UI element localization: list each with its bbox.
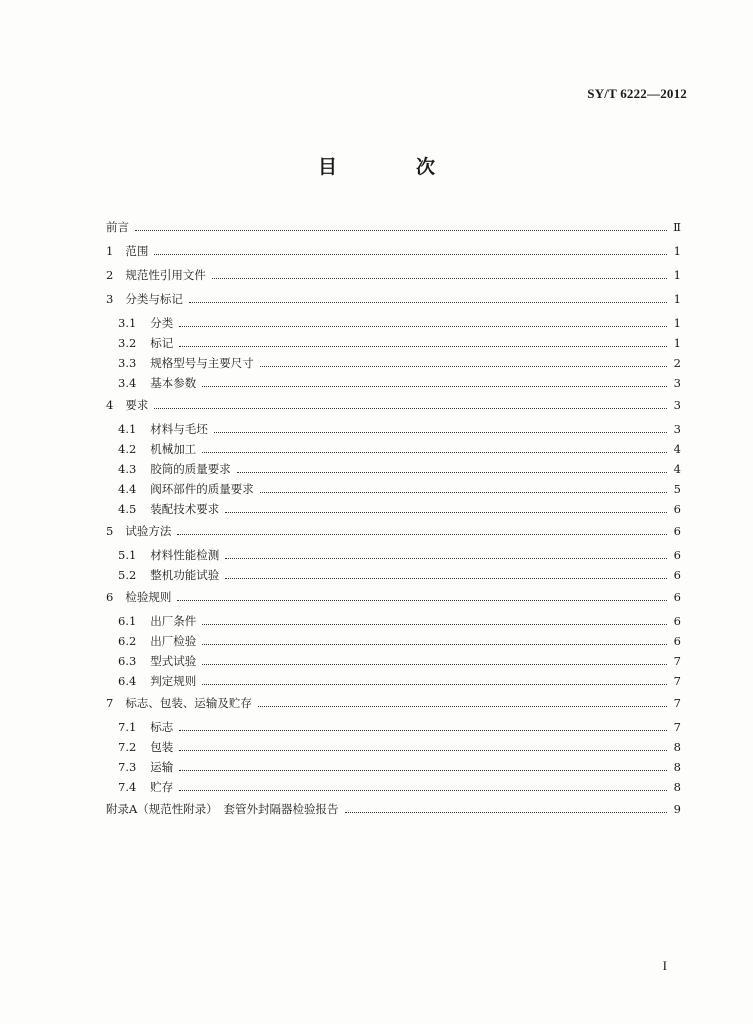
toc-entry-label: 出厂条件 (150, 614, 197, 628)
toc-entry-page: 8 (673, 780, 681, 794)
toc-dot-leader (154, 408, 667, 409)
toc-entry-label: 出厂检验 (150, 634, 197, 648)
toc-dot-leader (225, 578, 667, 579)
toc-dot-leader (214, 432, 667, 433)
toc-entry-page: 6 (673, 634, 681, 648)
toc-entry-label: 基本参数 (150, 376, 197, 390)
toc-entry-page: 7 (673, 654, 681, 668)
toc-entry-label: 运输 (150, 760, 174, 774)
toc-entry[interactable] (118, 482, 681, 496)
toc-entry-number: 3.2 (118, 336, 137, 350)
toc-entry-page: 3 (673, 422, 681, 436)
toc-entry[interactable] (106, 244, 681, 258)
toc-entry-label: 整机功能试验 (150, 568, 220, 582)
toc-dot-leader (260, 492, 667, 493)
toc-dot-leader (237, 472, 667, 473)
toc-entry-number: 3.4 (118, 376, 137, 390)
toc-entry-page: 6 (673, 590, 681, 604)
toc-entry-number: 7 (106, 696, 114, 710)
toc-entry-label: 规格型号与主要尺寸 (150, 356, 254, 370)
toc-dot-leader (202, 452, 667, 453)
toc-dot-leader (202, 664, 667, 665)
toc-dot-leader (135, 230, 667, 231)
toc-dot-leader (179, 750, 667, 751)
toc-dot-leader (179, 730, 667, 731)
toc-entry-label: 检验规则 (125, 590, 172, 604)
toc-entry-page: Ⅱ (673, 220, 681, 234)
toc-dot-leader (177, 600, 667, 601)
toc-entry-page: 7 (673, 696, 681, 710)
toc-entry[interactable] (106, 268, 681, 282)
toc-dot-leader (189, 302, 667, 303)
toc-entry-page: 1 (673, 268, 681, 282)
toc-entry-label: 包装 (150, 740, 174, 754)
toc-entry-number: 7.1 (118, 720, 137, 734)
toc-entry-label: 分类 (150, 316, 174, 330)
toc-dot-leader (258, 706, 667, 707)
toc-entry[interactable] (118, 760, 681, 774)
toc-entry-label: 试验方法 (125, 524, 172, 538)
toc-entry-number: 4 (106, 398, 114, 412)
toc-entry-number: 7.4 (118, 780, 137, 794)
toc-entry-label: 型式试验 (150, 654, 197, 668)
toc-entry-number: 3 (106, 292, 114, 306)
toc-entry-number: 5.2 (118, 568, 137, 582)
toc-entry-page: 6 (673, 614, 681, 628)
toc-entry[interactable] (118, 422, 681, 436)
toc-entry[interactable] (118, 336, 681, 350)
toc-entry-number: 6.1 (118, 614, 137, 628)
toc-entry-number: 2 (106, 268, 114, 282)
toc-entry-label: 胶筒的质量要求 (150, 462, 231, 476)
toc-entry-page: 8 (673, 740, 681, 754)
toc-entry[interactable] (106, 292, 681, 306)
toc-entry-page: 2 (673, 356, 681, 370)
toc-entry-label: 范围 (125, 244, 149, 258)
toc-entry-label: 材料性能检测 (150, 548, 220, 562)
toc-entry-page: 7 (673, 674, 681, 688)
toc-entry-label: 机械加工 (150, 442, 197, 456)
toc-entry-number: 4.4 (118, 482, 137, 496)
toc-entry-page: 5 (673, 482, 681, 496)
toc-dot-leader (345, 812, 667, 813)
toc-dot-leader (179, 346, 667, 347)
toc-dot-leader (202, 624, 667, 625)
toc-dot-leader (177, 534, 667, 535)
toc-entry-page: 3 (673, 398, 681, 412)
toc-entry-page: 6 (673, 548, 681, 562)
toc-entry[interactable] (118, 568, 681, 582)
toc-entry-label: 前言 (106, 220, 129, 234)
toc-entry-page: 1 (673, 316, 681, 330)
toc-entry[interactable] (118, 548, 681, 562)
toc-entry-label: 贮存 (150, 780, 174, 794)
toc-dot-leader (225, 558, 667, 559)
toc-entry[interactable] (106, 696, 681, 710)
toc-entry-number: 6.2 (118, 634, 137, 648)
toc-entry-number: 7.2 (118, 740, 137, 754)
toc-dot-leader (154, 254, 667, 255)
toc-entry-page: 4 (673, 442, 681, 456)
toc-entry-page: 6 (673, 502, 681, 516)
toc-dot-leader (202, 386, 667, 387)
toc-entry[interactable] (106, 802, 681, 816)
toc-entry-label: 要求 (125, 398, 149, 412)
toc-entry-page: 6 (673, 524, 681, 538)
toc-entry-label: 装配技术要求 (150, 502, 220, 516)
toc-entry[interactable] (118, 462, 681, 476)
toc-entry[interactable] (118, 376, 681, 390)
toc-entry-page: 1 (673, 292, 681, 306)
toc-entry-number: 6.4 (118, 674, 137, 688)
toc-entry-number: 4.3 (118, 462, 137, 476)
toc-entry-number: 6 (106, 590, 114, 604)
toc-entry[interactable] (106, 398, 681, 412)
toc-dot-leader (179, 790, 667, 791)
toc-entry-label: 标志、包装、运输及贮存 (125, 696, 252, 710)
toc-entry-page: 8 (673, 760, 681, 774)
toc-entry-page: 1 (673, 244, 681, 258)
toc-entry-label: 阀环部件的质量要求 (150, 482, 254, 496)
standard-number: SY/T 6222—2012 (587, 86, 687, 101)
toc-entry-number: 4.1 (118, 422, 137, 436)
toc-entry-page: 9 (673, 802, 681, 816)
toc-entry-label: 标记 (150, 336, 174, 350)
toc-entry-number: 5 (106, 524, 114, 538)
toc-entry-number: 3.1 (118, 316, 137, 330)
toc-dot-leader (202, 684, 667, 685)
toc-entry-page: 4 (673, 462, 681, 476)
toc-entry[interactable] (118, 614, 681, 628)
toc-entry-label: 材料与毛坯 (150, 422, 208, 436)
toc-entry[interactable] (118, 674, 681, 688)
toc-entry-label: 附录A（规范性附录） 套管外封隔器检验报告 (106, 802, 339, 816)
toc-entry[interactable] (118, 316, 681, 330)
toc-entry-page: 7 (673, 720, 681, 734)
toc-entry-number: 1 (106, 244, 114, 258)
toc-entry[interactable] (118, 780, 681, 794)
toc-entry[interactable] (106, 590, 681, 604)
toc-entry[interactable] (118, 720, 681, 734)
toc-entry-number: 5.1 (118, 548, 137, 562)
toc-dot-leader (202, 644, 667, 645)
toc-entry[interactable] (118, 740, 681, 754)
toc-dot-leader (260, 366, 667, 367)
toc-entry[interactable] (106, 524, 681, 538)
toc-entry-page: 3 (673, 376, 681, 390)
toc-entry-label: 判定规则 (150, 674, 197, 688)
toc-entry[interactable] (118, 442, 681, 456)
toc-dot-leader (179, 326, 667, 327)
toc-entry-label: 分类与标记 (125, 292, 183, 306)
toc-entry[interactable] (118, 502, 681, 516)
toc-title: 目 次 (317, 156, 465, 178)
toc-entry[interactable] (118, 654, 681, 668)
toc-dot-leader (179, 770, 667, 771)
toc-entry-number: 7.3 (118, 760, 137, 774)
toc-entry[interactable] (118, 356, 681, 370)
toc-entry[interactable] (118, 634, 681, 648)
toc-entry-number: 6.3 (118, 654, 137, 668)
toc-entry-page: 1 (673, 336, 681, 350)
toc-entry-page: 6 (673, 568, 681, 582)
toc-entry-label: 标志 (150, 720, 174, 734)
page-number: I (662, 958, 667, 973)
toc-dot-leader (225, 512, 667, 513)
toc-entry[interactable] (106, 220, 681, 234)
toc-entry-label: 规范性引用文件 (125, 268, 206, 282)
toc-entry-number: 3.3 (118, 356, 137, 370)
toc-entry-number: 4.5 (118, 502, 137, 516)
toc-entry-number: 4.2 (118, 442, 137, 456)
toc-dot-leader (212, 278, 667, 279)
